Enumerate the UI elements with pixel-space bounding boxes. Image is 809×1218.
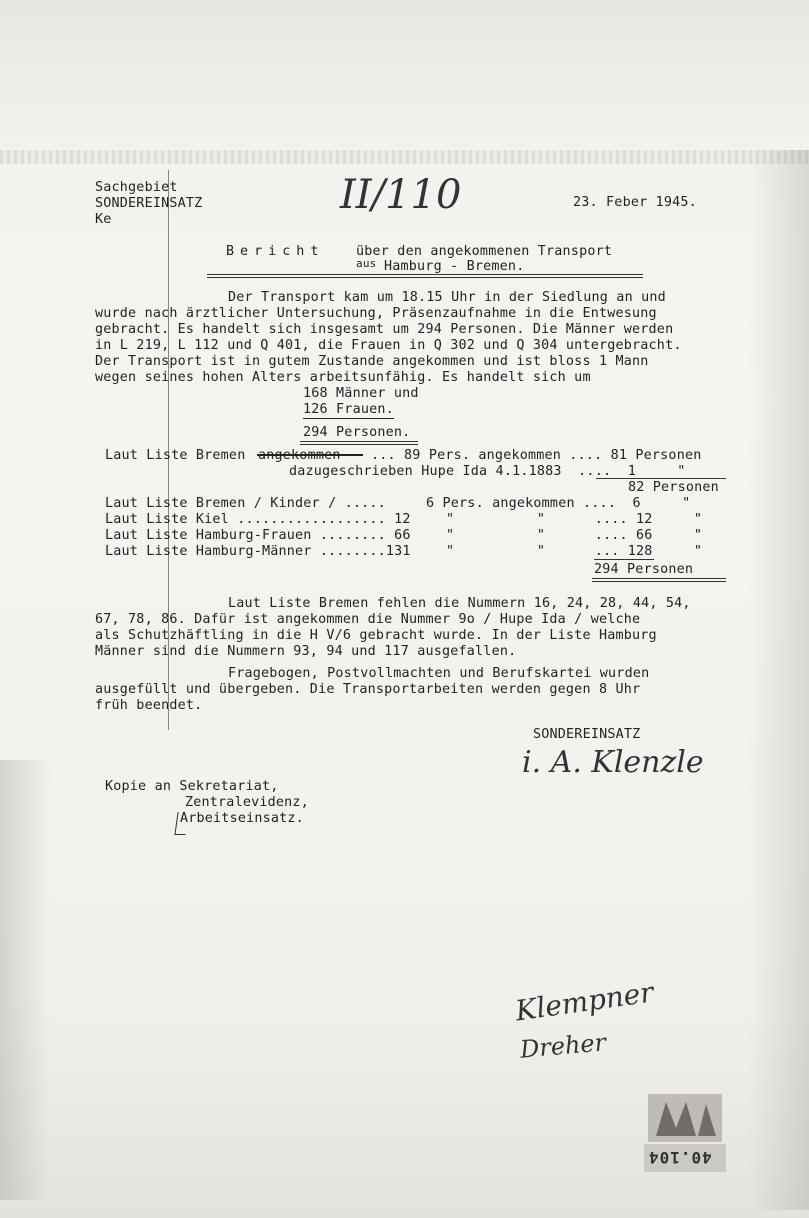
- para2-line1: Laut Liste Bremen fehlen die Nummern 16, 24, 28, 44, 54,: [228, 596, 691, 611]
- list-row-4-label: Laut Liste Bremen / Kinder / .....: [105, 496, 386, 511]
- bracket-mark: [174, 812, 188, 835]
- para3-line2: ausgefüllt und übergeben. Die Transportarbeiten werden gegen 8 Uhr: [95, 682, 641, 697]
- list-row-6-rest: " " .... 66 ": [446, 528, 703, 543]
- list-row-7-rest: " " ... 128 ": [446, 544, 703, 559]
- title-text: über den angekommenen Transport: [356, 244, 613, 259]
- copies-line2: Zentralevidenz,: [185, 795, 309, 810]
- title-aus: aus: [356, 257, 377, 270]
- title-route: Hamburg - Bremen.: [384, 259, 525, 274]
- list-row-6-label: Laut Liste Hamburg-Frauen ........ 66: [105, 528, 411, 543]
- copies-line3: Arbeitseinsatz.: [180, 811, 304, 826]
- para3-line3: früh beendet.: [95, 698, 203, 713]
- summary-total-underline: [300, 441, 418, 445]
- list-row-3: 82 Personen: [628, 480, 719, 495]
- title-bericht: Bericht: [226, 244, 325, 259]
- header-ke: Ke: [95, 212, 112, 227]
- para1-line6: wegen seines hohen Alters arbeitsunfähig. Es handelt sich um: [95, 370, 591, 385]
- subtotal-line: [596, 478, 726, 479]
- summary-total: 294 Personen.: [303, 425, 411, 440]
- para1-line3: gebracht. Es handelt sich insgesamt um 294 Personen. Die Männer werden: [95, 322, 674, 337]
- page-shadow: [0, 760, 50, 1200]
- list-row-2: dazugeschrieben Hupe Ida 4.1.1883 .... 1 ": [289, 464, 686, 479]
- copies-line1: Kopie an Sekretariat,: [105, 779, 279, 794]
- total-line: [594, 559, 654, 560]
- header-sondereinsatz: SONDEREINSATZ: [95, 196, 203, 211]
- handnote-klempner: Klempner: [513, 975, 656, 1028]
- para1-line4: in L 219, L 112 und Q 401, die Frauen in Q 302 und Q 304 untergebracht.: [95, 338, 682, 353]
- summary-maenner: 168 Männer und: [303, 386, 419, 401]
- summary-frauen: 126 Frauen.: [303, 402, 394, 417]
- para2-line3: als Schutzhäftling in die H V/6 gebracht wurde. In der Liste Hamburg: [95, 628, 657, 643]
- handnote-dreher: Dreher: [518, 1028, 608, 1064]
- handwritten-signature: i. A. Klenzle: [522, 745, 704, 780]
- para1-line5: Der Transport ist in gutem Zustande angekommen und ist bloss 1 Mann: [95, 354, 649, 369]
- signature-unit: SONDEREINSATZ: [533, 727, 641, 742]
- list-total: 294 Personen: [594, 562, 694, 577]
- para2-line4: Männer sind die Nummern 93, 94 und 117 ausgefallen.: [95, 644, 517, 659]
- list-row-4-rest: 6 Pers. angekommen .... 6 ": [426, 496, 691, 511]
- para3-line1: Fragebogen, Postvollmachten und Berufskartei wurden: [228, 666, 650, 681]
- list-total-underline: [592, 578, 726, 582]
- title-double-underline: [207, 274, 643, 278]
- stamp-number: 40.104: [648, 1148, 712, 1167]
- list-row-1-label: Laut Liste Bremen: [105, 448, 246, 463]
- strikethrough-mark: [257, 454, 363, 456]
- para1-line1: Der Transport kam um 18.15 Uhr in der Siedlung an und: [228, 290, 666, 305]
- list-row-5-rest: " " .... 12 ": [446, 512, 703, 527]
- para2-line2: 67, 78, 86. Dafür ist angekommen die Nummer 9o / Hupe Ida / welche: [95, 612, 641, 627]
- para1-line2: wurde nach ärztlicher Untersuchung, Präsenzaufnahme in die Entwesung: [95, 306, 657, 321]
- list-row-5-label: Laut Liste Kiel .................. 12: [105, 512, 411, 527]
- document-date: 23. Feber 1945.: [573, 195, 697, 210]
- header-sachgebiet: Sachgebiet: [95, 180, 178, 195]
- list-row-1-rest: ... 89 Pers. angekommen .... 81 Personen: [371, 448, 702, 463]
- handwritten-reference: II/110: [340, 172, 462, 218]
- list-row-7-label: Laut Liste Hamburg-Männer ........131: [105, 544, 411, 559]
